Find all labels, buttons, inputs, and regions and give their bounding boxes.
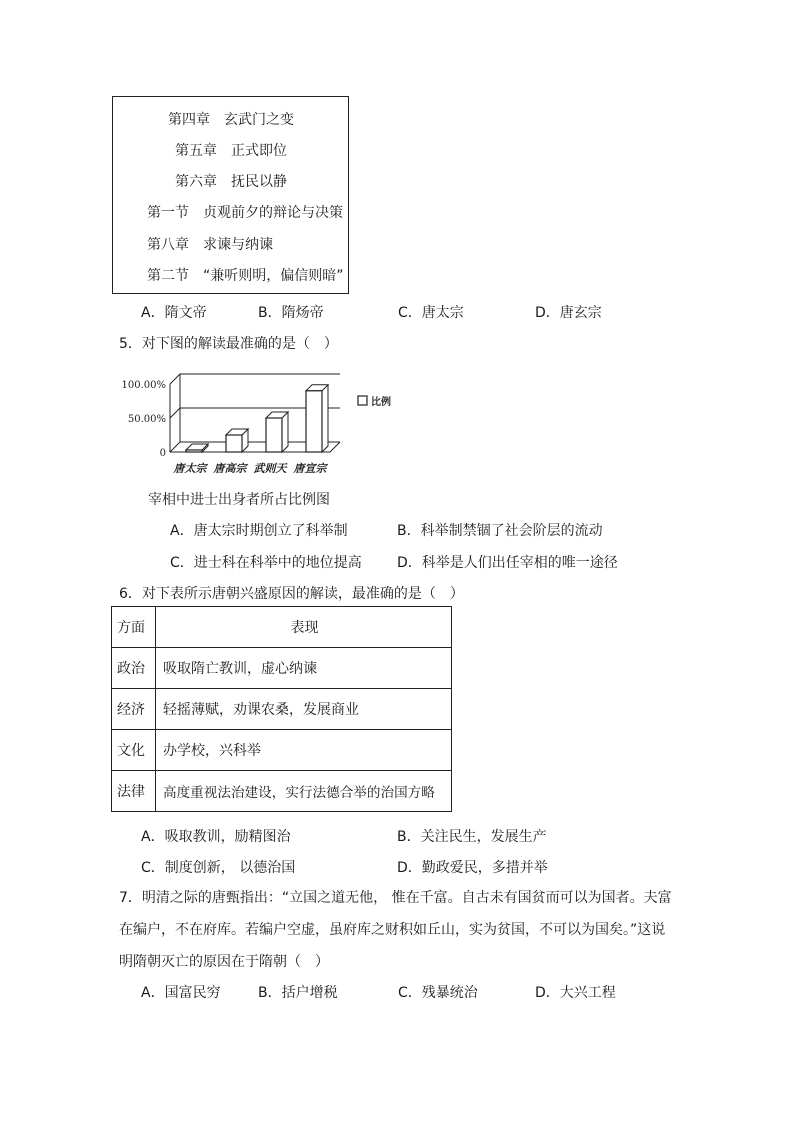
table-header-cell: 方面 — [112, 607, 156, 648]
category-label: 唐太宗 — [173, 462, 207, 475]
q6-table — [111, 606, 452, 812]
category-label: 唐宣宗 — [293, 462, 327, 475]
table-row — [112, 689, 452, 730]
q7-option-a: A．国富民穷 — [141, 985, 221, 1001]
q7-stem: 7．明清之际的唐甄指出：“立国之道无他， 惟在千富。自古未有国贫而可以为国者。夫富在编户，不在府库。若编户空虚，虽府库之财积如丘山，实为贫国，不可以为国矣。”这说明隋朝灭亡的原因在于隋朝（ ） — [119, 890, 672, 970]
toc-box — [112, 96, 349, 294]
bar — [226, 435, 242, 452]
q5-option-c: C．进士科在科举中的地位提高 — [170, 555, 362, 571]
table-row — [112, 648, 452, 689]
legend-label: 比例 — [371, 397, 391, 408]
table-cell: 高度重视法治建设，实行法德合举的治国方略 — [156, 771, 452, 812]
table-cell: 政治 — [112, 648, 156, 689]
q4-option-b: B．隋炀帝 — [258, 305, 324, 321]
q6-option-a: A．吸取教训，励精图治 — [141, 829, 291, 845]
q5-option-d: D．科举是人们出任宰相的唯一途径 — [397, 555, 618, 571]
bar-side — [282, 412, 288, 452]
q5-bar-chart — [118, 362, 408, 480]
y-tick-label: 50.00% — [127, 414, 166, 425]
q7-option-b: B．括户增税 — [258, 985, 338, 1001]
q7-option-d: D．大兴工程 — [535, 985, 616, 1001]
q6-option-c: C．制度创新， 以德治国 — [141, 860, 296, 876]
gridline — [170, 374, 340, 384]
bar — [186, 450, 202, 452]
table-cell: 经济 — [112, 689, 156, 730]
bar-side — [322, 385, 328, 452]
table-row — [112, 771, 452, 812]
bar — [266, 418, 282, 452]
toc-line: 第四章 玄武门之变 — [168, 112, 294, 128]
toc-line: 第二节 “兼听则明，偏信则暗” — [147, 268, 344, 284]
q5-stem: 5．对下图的解读最准确的是（ ） — [119, 336, 338, 352]
q4-option-a: A．隋文帝 — [141, 305, 207, 321]
category-label: 武则天 — [253, 462, 287, 475]
toc-line: 第一节 贞观前夕的辩论与决策 — [147, 205, 343, 221]
bar — [306, 391, 322, 452]
q4-option-d: D．唐玄宗 — [535, 305, 602, 321]
q5-option-a: A．唐太宗时期创立了科举制 — [170, 523, 348, 539]
q6-option-d: D．勤政爱民，多措并举 — [397, 860, 548, 876]
category-label: 唐高宗 — [213, 462, 247, 475]
table-cell: 法律 — [112, 771, 156, 812]
q4-option-c: C．唐太宗 — [398, 305, 464, 321]
table-row — [112, 730, 452, 771]
q5-chart-caption: 宰相中进士出身者所占比例图 — [148, 492, 330, 508]
q5-option-b: B．科举制禁锢了社会阶层的流动 — [397, 523, 603, 539]
table-header-row — [112, 607, 452, 648]
y-tick-label: 100.00% — [121, 380, 166, 391]
toc-line: 第八章 求谏与纳谏 — [147, 237, 273, 253]
table-cell: 文化 — [112, 730, 156, 771]
y-tick-label: 0 — [159, 448, 166, 459]
toc-line: 第六章 抚民以静 — [175, 174, 287, 190]
table-cell: 办学校，兴科举 — [156, 730, 452, 771]
legend-swatch — [358, 396, 367, 405]
table-header-cell: 表现 — [156, 607, 452, 648]
q6-option-b: B．关注民生，发展生产 — [397, 829, 547, 845]
q6-stem: 6．对下表所示唐朝兴盛原因的解读，最准确的是（ ） — [119, 586, 464, 602]
table-cell: 轻摇薄赋，劝课农桑，发展商业 — [156, 689, 452, 730]
table-cell: 吸取隋亡教训，虚心纳谏 — [156, 648, 452, 689]
toc-line: 第五章 正式即位 — [175, 143, 287, 159]
q7-option-c: C．残暴统治 — [398, 985, 478, 1001]
